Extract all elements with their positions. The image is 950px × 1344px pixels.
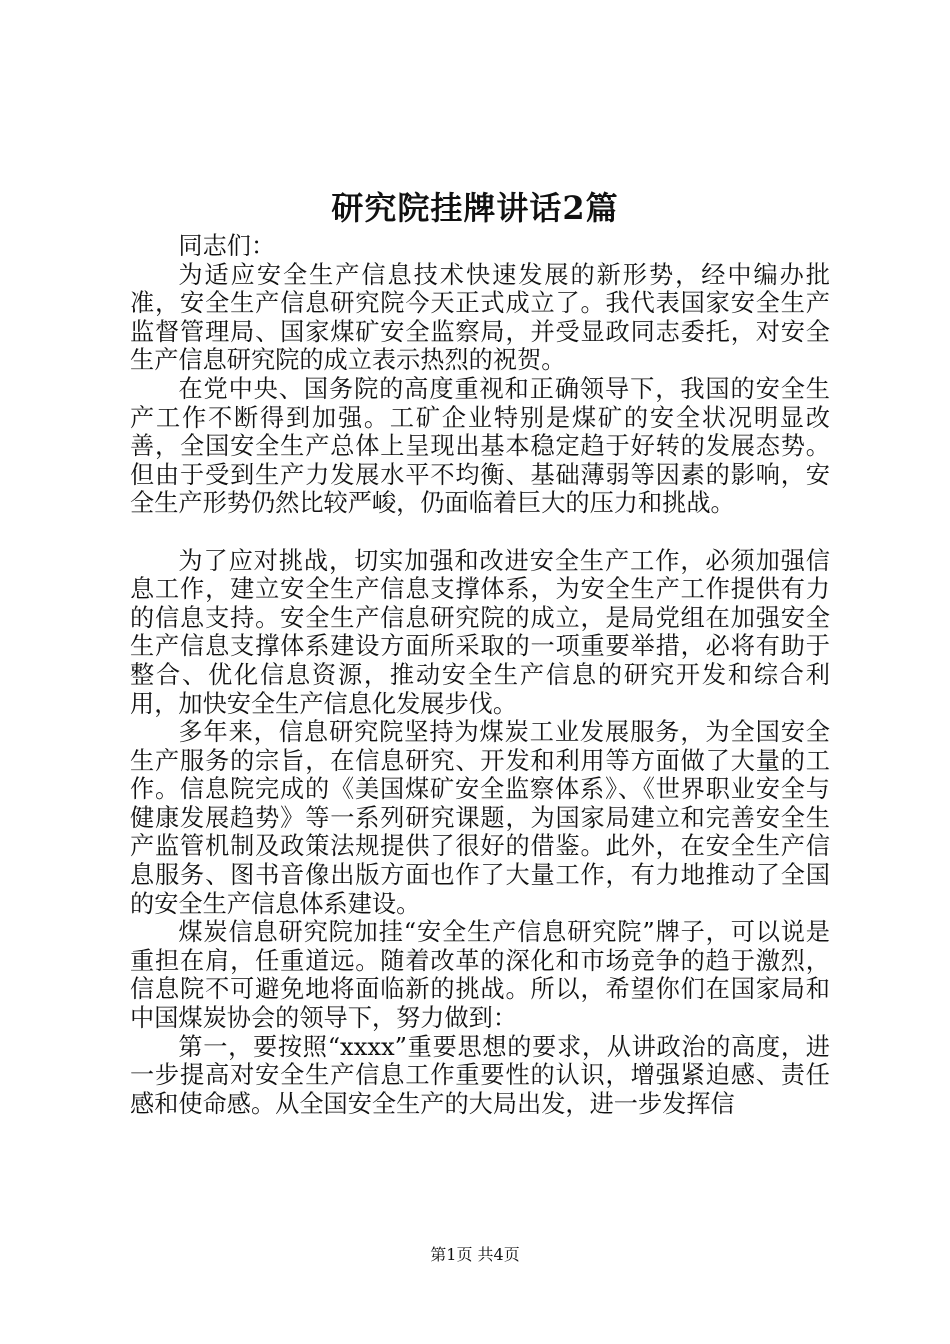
body-paragraph: 为适应安全生产信息技术快速发展的新形势，经中编办批准，安全生产信息研究院今天正式成立了。我代表国家安全生产监督管理局、国家煤矿安全监察局，并受显政同志委托，对安全生产信息研究院的成立表示热烈的祝贺。 [130,260,830,375]
salutation-paragraph: 同志们： [178,232,276,260]
blank-line [130,518,830,547]
body-paragraph: 煤炭信息研究院加挂“安全生产信息研究院”牌子，可以说是重担在肩，任重道远。随着改革的深化和市场竞争的趋于激烈，信息院不可避免地将面临新的挑战。所以，希望你们在国家局和中国煤炭协会的领导下，努力做到： [130,918,830,1033]
body-paragraph: 为了应对挑战，切实加强和改进安全生产工作，必须加强信息工作，建立安全生产信息支撑体系，为安全生产工作提供有力的信息支持。安全生产信息研究院的成立，是局党组在加强安全生产信息支撑体系建设方面所采取的一项重要举措，必将有助于整合、优化信息资源，推动安全生产信息的研究开发和综合利用，加快安全生产信息化发展步伐。 [130,546,830,718]
body-paragraph: 多年来，信息研究院坚持为煤炭工业发展服务，为全国安全生产服务的宗旨，在信息研究、开发和利用等方面做了大量的工作。信息院完成的《美国煤矿安全监察体系》、《世界职业安全与健康发展趋势》等一系列研究课题，为国家局建立和完善安全生产监管机制及政策法规提供了很好的借鉴。此外，在安全生产信息服务、图书音像出版方面也作了大量工作，有力地推动了全国的安全生产信息体系建设。 [130,718,830,918]
document-body [130,232,830,1118]
document-title: 研究院挂牌讲话2篇 [331,189,619,227]
page-number-footer: 第1页 共4页 [430,1245,520,1264]
body-paragraph: 第一，要按照“xxxx”重要思想的要求，从讲政治的高度，进一步提高对安全生产信息工作重要性的认识，增强紧迫感、责任感和使命感。从全国安全生产的大局出发，进一步发挥信 [130,1032,830,1118]
body-paragraph: 在党中央、国务院的高度重视和正确领导下，我国的安全生产工作不断得到加强。工矿企业特别是煤矿的安全状况明显改善，全国安全生产总体上呈现出基本稳定趋于好转的发展态势。但由于受到生产力发展水平不均衡、基础薄弱等因素的影响，安全生产形势仍然比较严峻，仍面临着巨大的压力和挑战。 [130,374,830,518]
